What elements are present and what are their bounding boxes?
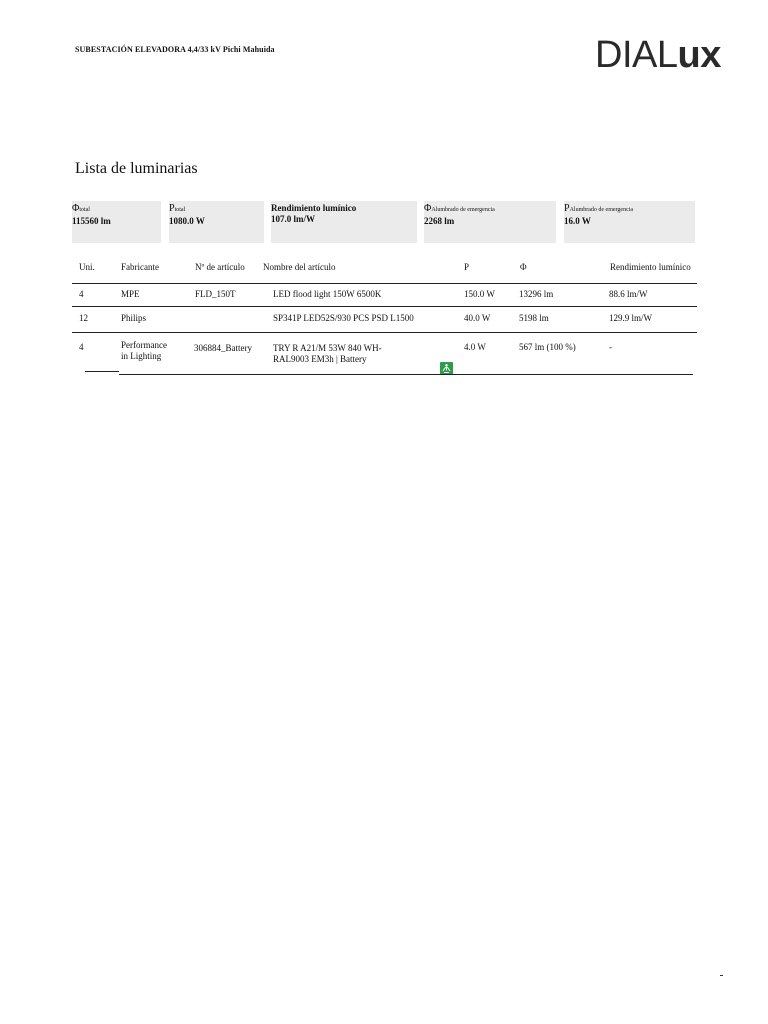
- em-flux-sub: Alumbrado de emergencia: [431, 207, 495, 213]
- cell-manufacturer: Philips: [121, 313, 147, 323]
- summary-emergency-flux: [424, 201, 556, 243]
- cell-manufacturer-line2: in Lighting: [121, 351, 162, 361]
- cell-units: 4: [79, 289, 84, 299]
- cell-efficacy: -: [609, 342, 612, 352]
- col-header-power: P: [464, 262, 470, 272]
- cell-units: 12: [79, 313, 88, 323]
- section-title: Lista de luminarias: [75, 160, 198, 177]
- col-header-units: Uni.: [79, 262, 95, 272]
- cell-power: 4.0 W: [464, 342, 486, 352]
- col-header-efficacy: Rendimiento lumínico: [610, 262, 691, 272]
- cell-efficacy: 88.6 lm/W: [609, 289, 648, 299]
- summary-emergency-power: [564, 201, 695, 243]
- cell-efficacy: 129.9 lm/W: [609, 313, 652, 323]
- table-rule: [72, 306, 697, 307]
- efficacy-label: Rendimiento lumínico: [271, 203, 357, 213]
- flux-symbol: Φ: [72, 203, 80, 214]
- cell-article-no: FLD_150T: [195, 289, 236, 299]
- project-title: SUBESTACIÓN ELEVADORA 4,4/33 kV Pichi Mahuida: [75, 45, 275, 54]
- cell-manufacturer: MPE: [121, 289, 140, 299]
- cell-article-name: SP341P LED52S/930 PCS PSD L1500: [273, 313, 414, 323]
- col-header-manufacturer: Fabricante: [121, 262, 159, 272]
- cell-article-no: 306884_Battery: [194, 343, 252, 353]
- total-power-label: [169, 203, 264, 216]
- summary-total-flux: [72, 201, 161, 243]
- power-sub: total: [174, 207, 186, 213]
- total-flux-label: [72, 203, 161, 216]
- emergency-power-value: 16.0 W: [564, 216, 591, 226]
- em-power-sub: Alumbrado de emergencia: [569, 207, 634, 213]
- total-power-value: 1080.0 W: [169, 216, 205, 226]
- cell-units: 4: [79, 342, 84, 352]
- table-rule: [85, 371, 119, 372]
- table-rule: [72, 283, 697, 284]
- table-rule: [72, 332, 697, 333]
- flux-sub: total: [79, 207, 90, 213]
- logo-light-part: DIAL: [595, 34, 678, 76]
- cell-power: 150.0 W: [464, 289, 495, 299]
- cell-article-name: LED flood light 150W 6500K: [273, 289, 382, 299]
- col-header-article-name: Nombre del artículo: [263, 262, 336, 272]
- cell-flux: 567 lm (100 %): [519, 342, 576, 352]
- cell-manufacturer: [121, 340, 167, 362]
- cell-manufacturer-line1: Performance: [121, 340, 167, 350]
- emergency-flux-label: [424, 203, 556, 216]
- cell-power: 40.0 W: [464, 313, 491, 323]
- summary-total-power: [169, 201, 264, 243]
- power-symbol: P: [169, 203, 175, 214]
- emergency-flux-value: 2268 lm: [424, 216, 455, 226]
- table-rule: [119, 374, 693, 375]
- cell-flux: 13296 lm: [519, 289, 554, 299]
- col-header-flux: Φ: [520, 262, 527, 272]
- dialux-logo: [595, 36, 721, 74]
- emergency-power-label: [564, 203, 695, 216]
- total-flux-value: 115560 lm: [72, 216, 111, 226]
- cell-article-name: [273, 343, 382, 365]
- cell-article-name-line2: RAL9003 EM3h | Battery: [273, 354, 367, 364]
- em-power-symbol: P: [564, 203, 570, 214]
- footer-mark: [720, 975, 723, 976]
- efficacy-value: 107.0 lm/W: [271, 214, 315, 224]
- cell-flux: 5198 lm: [519, 313, 549, 323]
- em-flux-symbol: Φ: [424, 203, 432, 214]
- summary-efficacy: [271, 201, 417, 243]
- col-header-article-no: Nº de artículo: [195, 262, 245, 272]
- logo-bold-part: ux: [677, 34, 721, 76]
- cell-article-name-line1: TRY R A21/M 53W 840 WH-: [273, 343, 382, 353]
